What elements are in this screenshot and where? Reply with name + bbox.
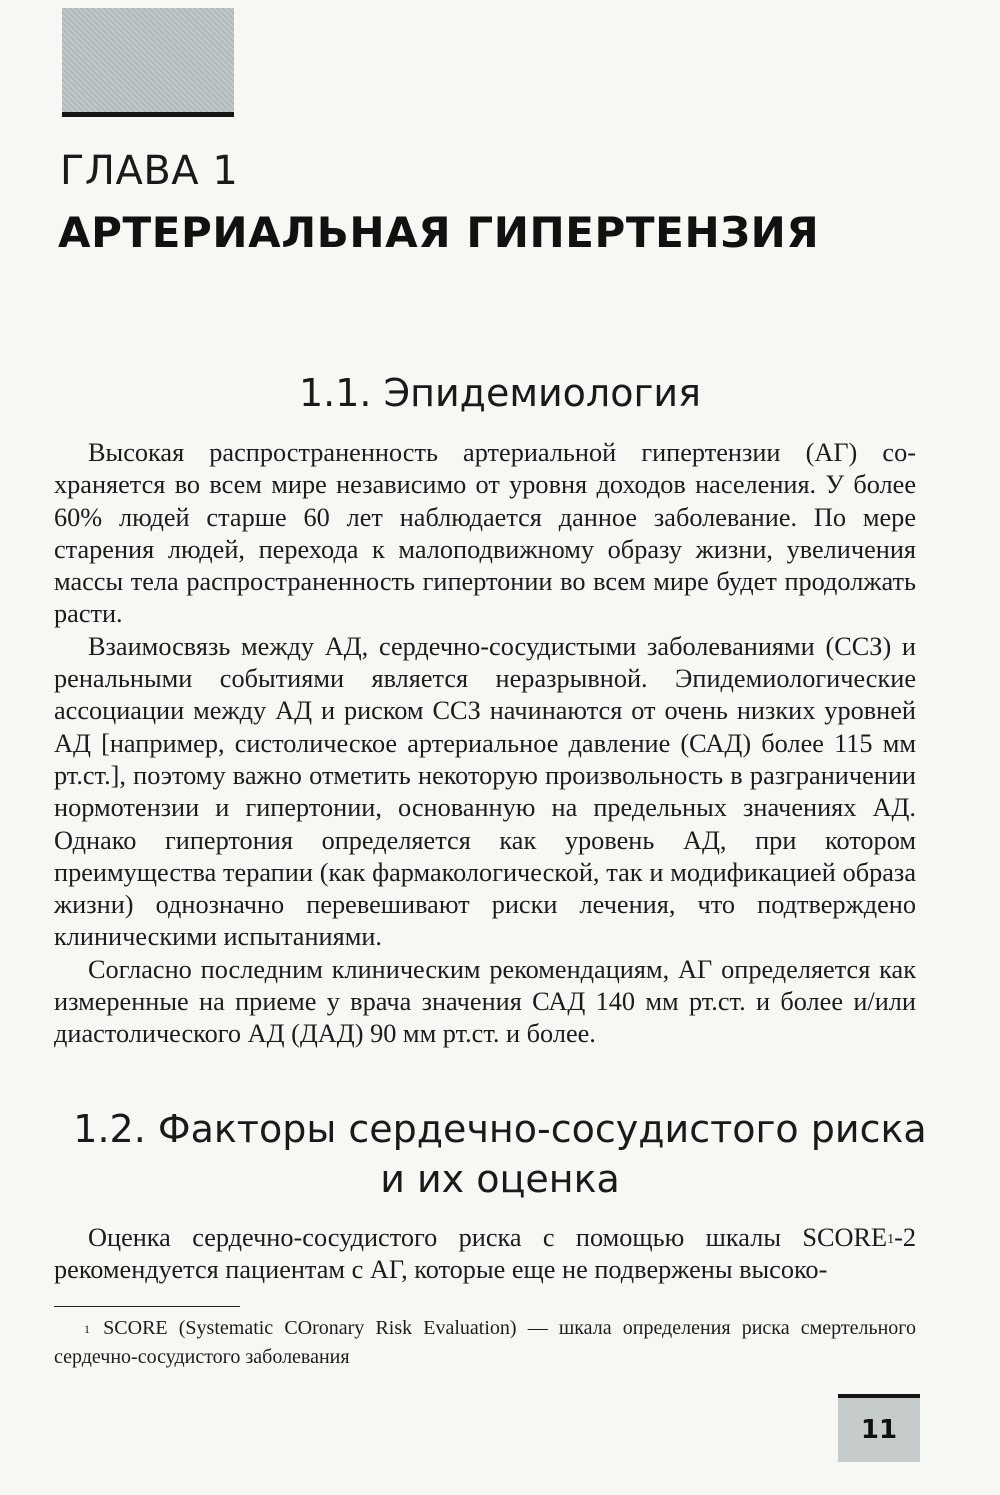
section-heading-risk-factors bbox=[40, 1104, 960, 1204]
paragraph: Взаимосвязь между АД, сердечно-сосудистыми заболеваниями (ССЗ) и ренальными событиями является неразрывной. Эпидемиологические ассоциации между АД и риском ССЗ начинаются от очень низких уровней АД [например, систолическое артериальное давление (САД) более 115 мм рт.ст.], поэтому важно отметить некоторую произвольность в разграничении нормотензии и гипертонии, основанную на предельных значениях АД. Однако гипертония определяется как уровень АД, при котором преимущества терапии (как фармакологической, так и модификацией образа жизни) однозначно перевешивают риски лечения, что подтверждено клиническими испытаниями. bbox=[54, 631, 916, 952]
section-body-epidemiology bbox=[54, 437, 916, 1051]
paragraph: Согласно последним клиническим рекомендациям, АГ определяется как измеренные на приеме у врача значения САД 140 мм рт.ст. и более и/или диастолического АД (ДАД) 90 мм рт.ст. и более. bbox=[54, 954, 916, 1049]
footnote-divider bbox=[54, 1306, 240, 1307]
footnote-mark: 1 bbox=[84, 1322, 90, 1336]
section-heading-epidemiology: 1.1. Эпидемиология bbox=[299, 371, 701, 415]
paragraph-start: Оценка сердечно-сосудистого риска с помощью шкалы SCORE bbox=[88, 1223, 888, 1252]
chapter-label: ГЛАВА 1 bbox=[60, 148, 239, 194]
page-number: 11 bbox=[838, 1394, 920, 1462]
chapter-title: АРТЕРИАЛЬНАЯ ГИПЕРТЕНЗИЯ bbox=[58, 208, 820, 257]
chapter-header-rule bbox=[62, 112, 234, 117]
paragraph-end: -2 рекомендуется пациентам с АГ, которые еще не подвержены высоко- bbox=[54, 1223, 916, 1285]
footnote-text bbox=[54, 1314, 916, 1372]
section-heading-line: 1.2. Факторы сердечно-сосудистого риска bbox=[73, 1107, 927, 1151]
paragraph bbox=[54, 1222, 916, 1287]
paragraph: Высокая распространенность артериальной гипертензии (АГ) сохраняется во всем мире независимо от уровня доходов населения. У более 60% людей старше 60 лет наблюдается данное заболевание. По мере старения людей, перехода к малоподвижному образу жизни, увеличения массы тела распространенность гипертонии во всем мире будет продолжать расти. bbox=[54, 438, 916, 629]
section-heading-line: и их оценка bbox=[380, 1157, 620, 1201]
section-body-risk-factors bbox=[54, 1222, 916, 1287]
footnote-body: SCORE (Systematic COronary Risk Evaluation) — шкала определения риска смертельного сердечно-сосудистого заболевания bbox=[54, 1317, 916, 1368]
footnote bbox=[54, 1314, 916, 1372]
footnote-reference[interactable]: 1 bbox=[887, 1232, 895, 1247]
chapter-header-block bbox=[62, 8, 234, 112]
